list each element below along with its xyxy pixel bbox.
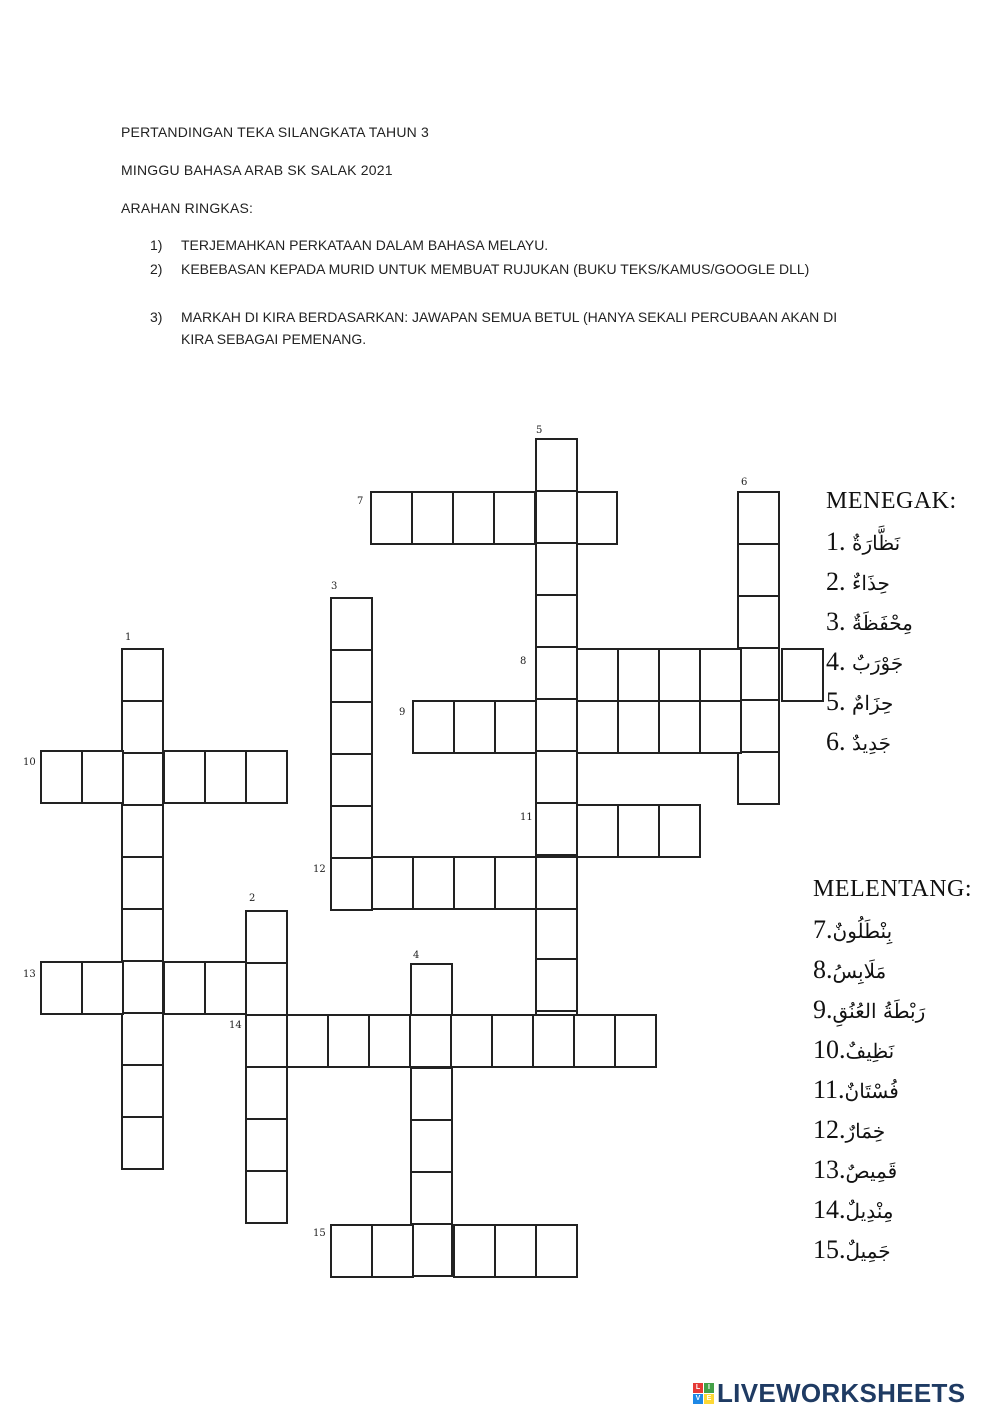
- clue-item: 5. حِزَامٌ: [826, 687, 894, 716]
- crossword-cell[interactable]: [453, 856, 496, 910]
- crossword-cell[interactable]: [121, 804, 164, 858]
- crossword-cell[interactable]: [617, 804, 660, 858]
- clue-item: 15.جَمِيلٌ: [813, 1235, 891, 1264]
- crossword-cell[interactable]: [204, 750, 247, 804]
- down-heading: MENEGAK:: [826, 488, 957, 514]
- crossword-cell[interactable]: [576, 648, 619, 702]
- crossword-cell[interactable]: [494, 856, 537, 910]
- clue-number: 9: [399, 707, 406, 718]
- crossword-cell[interactable]: [535, 698, 578, 752]
- clue-item: 2. حِذَاءٌ: [826, 567, 890, 596]
- crossword-cell[interactable]: [452, 491, 495, 545]
- clue-item: 3. مِحْفَظَةٌ: [826, 607, 913, 636]
- crossword-cell[interactable]: [286, 1014, 329, 1068]
- crossword-cell[interactable]: [614, 1014, 657, 1068]
- crossword-cell[interactable]: [81, 961, 124, 1015]
- instruction-item: 3) MARKAH DI KIRA BERDASARKAN: JAWAPAN SEMUA BETUL (HANYA SEKALI PERCUBAAN AKAN DI KIRA SEBAGAI PEMENANG.: [150, 309, 838, 347]
- crossword-cell[interactable]: [163, 961, 206, 1015]
- crossword-cell[interactable]: [699, 648, 742, 702]
- crossword-cell[interactable]: [617, 648, 660, 702]
- clue-number: 2: [249, 893, 256, 904]
- crossword-cell[interactable]: [409, 1014, 452, 1068]
- crossword-cell[interactable]: [412, 856, 455, 910]
- crossword-cell[interactable]: [535, 646, 578, 700]
- crossword-cell[interactable]: [245, 1118, 288, 1172]
- crossword-cell[interactable]: [410, 1067, 453, 1121]
- clue-item: 12.خِمَارٌ: [813, 1115, 886, 1144]
- crossword-cell[interactable]: [330, 649, 373, 703]
- crossword-cell[interactable]: [371, 856, 414, 910]
- crossword-cell[interactable]: [327, 1014, 370, 1068]
- clue-number: 14: [229, 1020, 242, 1031]
- crossword-cell[interactable]: [494, 1224, 537, 1278]
- crossword-cell[interactable]: [573, 1014, 616, 1068]
- clue-number: 3: [331, 581, 338, 592]
- crossword-cell[interactable]: [535, 1224, 578, 1278]
- clue-number: 10: [23, 757, 36, 768]
- crossword-cell[interactable]: [245, 750, 288, 804]
- crossword-cell[interactable]: [330, 597, 373, 651]
- crossword-cell[interactable]: [163, 750, 206, 804]
- crossword-cell[interactable]: [453, 1224, 496, 1278]
- clue-number: 8: [520, 656, 527, 667]
- clue-number: 13: [23, 969, 36, 980]
- crossword-cell[interactable]: [781, 648, 824, 702]
- instruction-item: 2) KEBEBASAN KEPADA MURID UNTUK MEMBUAT RUJUKAN (BUKU TEKS/KAMUS/GOOGLE DLL): [150, 261, 810, 277]
- crossword-cell[interactable]: [371, 1224, 414, 1278]
- crossword-cell[interactable]: [535, 906, 578, 960]
- crossword-cell[interactable]: [658, 648, 701, 702]
- clue-number: 7: [357, 496, 364, 507]
- logo-mark-icon: L I V E: [693, 1383, 714, 1404]
- crossword-cell[interactable]: [410, 1119, 453, 1173]
- clue-item: 8.مَلَابِسُ: [813, 955, 887, 984]
- crossword-cell[interactable]: [576, 700, 619, 754]
- clue-item: 14.مِنْدِيلٌ: [813, 1195, 894, 1224]
- crossword-cell[interactable]: [121, 1116, 164, 1170]
- crossword-cell[interactable]: [330, 857, 373, 911]
- instructions-heading: ARAHAN RINGKAS:: [121, 200, 254, 216]
- crossword-cell[interactable]: [245, 1014, 288, 1068]
- clue-item: 7.بِنْطَلُونٌ: [813, 915, 893, 944]
- clue-item: 13.قَمِيصٌ: [813, 1155, 898, 1184]
- crossword-cell[interactable]: [410, 1171, 453, 1225]
- crossword-cell[interactable]: [450, 1014, 493, 1068]
- crossword-cell[interactable]: [535, 802, 578, 856]
- clue-number: 6: [741, 477, 748, 488]
- crossword-cell[interactable]: [81, 750, 124, 804]
- crossword-cell[interactable]: [535, 958, 578, 1012]
- crossword-cell[interactable]: [40, 750, 83, 804]
- instruction-item: 1) TERJEMAHKAN PERKATAAN DALAM BAHASA MELAYU.: [150, 237, 549, 253]
- crossword-cell[interactable]: [245, 1066, 288, 1120]
- clue-number: 4: [413, 950, 420, 961]
- crossword-cell[interactable]: [535, 750, 578, 804]
- crossword-cell[interactable]: [368, 1014, 411, 1068]
- clue-item: 10.نَظِيفٌ: [813, 1035, 895, 1064]
- crossword-cell[interactable]: [121, 960, 164, 1014]
- crossword-cell[interactable]: [412, 700, 455, 754]
- crossword-cell[interactable]: [737, 699, 780, 753]
- crossword-cell[interactable]: [617, 700, 660, 754]
- liveworksheets-logo: [693, 1378, 965, 1408]
- crossword-cell[interactable]: [737, 647, 780, 701]
- crossword-cell[interactable]: [121, 752, 164, 806]
- crossword-cell[interactable]: [121, 856, 164, 910]
- crossword-cell[interactable]: [493, 491, 536, 545]
- crossword-cell[interactable]: [535, 542, 578, 596]
- crossword-cell[interactable]: [370, 491, 413, 545]
- crossword-cell[interactable]: [330, 753, 373, 807]
- crossword-cell[interactable]: [410, 1223, 453, 1277]
- clue-item: 9.رَبْطَةُ العُنُقِ: [813, 995, 926, 1024]
- clue-number: 12: [313, 864, 326, 875]
- crossword-cell[interactable]: [204, 961, 247, 1015]
- crossword-cell[interactable]: [121, 1064, 164, 1118]
- crossword-cell[interactable]: [121, 1012, 164, 1066]
- page-title: PERTANDINGAN TEKA SILANGKATA TAHUN 3: [121, 124, 430, 140]
- crossword-cell[interactable]: [121, 648, 164, 702]
- crossword-cell[interactable]: [121, 700, 164, 754]
- crossword-cell[interactable]: [330, 701, 373, 755]
- crossword-cell[interactable]: [410, 963, 453, 1017]
- clue-item: 6. جَدِيدٌ: [826, 727, 891, 756]
- clue-item: 11.فُسْتَانٌ: [813, 1075, 899, 1104]
- crossword-cell[interactable]: [330, 805, 373, 859]
- crossword-cell[interactable]: [245, 910, 288, 964]
- clue-item: 1. نَظَّارَةٌ: [826, 527, 901, 556]
- page-subtitle: MINGGU BAHASA ARAB SK SALAK 2021: [121, 162, 393, 178]
- crossword-cell[interactable]: [535, 594, 578, 648]
- clue-number: 15: [313, 1228, 326, 1239]
- crossword-cell[interactable]: [576, 804, 619, 858]
- crossword-cell[interactable]: [453, 700, 496, 754]
- crossword-cell[interactable]: [737, 491, 780, 545]
- crossword-cell[interactable]: [658, 700, 701, 754]
- crossword-cell[interactable]: [575, 491, 618, 545]
- crossword-cell[interactable]: [245, 1170, 288, 1224]
- brand-name: LIVEWORKSHEETS: [717, 1377, 966, 1408]
- crossword-cell[interactable]: [535, 490, 578, 544]
- crossword-cell[interactable]: [737, 751, 780, 805]
- crossword-cell[interactable]: [737, 595, 780, 649]
- crossword-cell[interactable]: [658, 804, 701, 858]
- clue-number: 5: [536, 425, 543, 436]
- crossword-cell[interactable]: [330, 1224, 373, 1278]
- crossword-cell[interactable]: [535, 856, 578, 910]
- across-heading: MELENTANG:: [813, 876, 973, 902]
- crossword-cell[interactable]: [737, 543, 780, 597]
- clue-number: 11: [520, 812, 533, 823]
- crossword-cell[interactable]: [494, 700, 537, 754]
- clue-item: 4. جَوْرَبٌ: [826, 647, 904, 676]
- crossword-cell[interactable]: [491, 1014, 534, 1068]
- crossword-cell[interactable]: [121, 908, 164, 962]
- crossword-cell[interactable]: [411, 491, 454, 545]
- crossword-cell[interactable]: [535, 438, 578, 492]
- crossword-cell[interactable]: [532, 1014, 575, 1068]
- crossword-cell[interactable]: [245, 962, 288, 1016]
- clue-number: 1: [125, 632, 132, 643]
- crossword-cell[interactable]: [40, 961, 83, 1015]
- crossword-cell[interactable]: [699, 700, 742, 754]
